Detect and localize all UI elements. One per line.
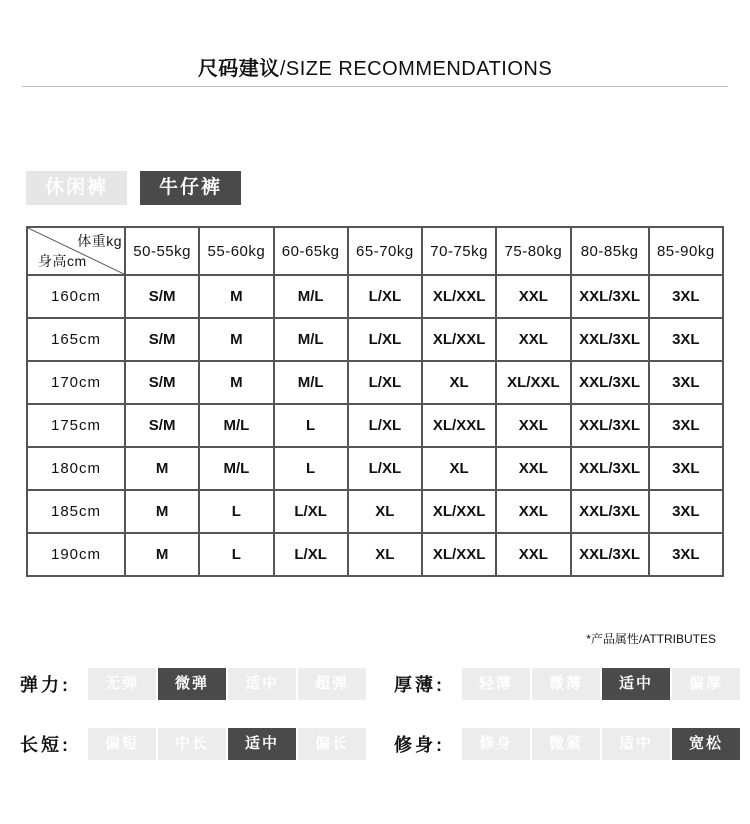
row-height-label: 170cm — [27, 361, 125, 404]
size-cell: XXL — [496, 318, 570, 361]
attribute-label: 弹力: — [20, 675, 71, 695]
size-cell: XXL/3XL — [571, 533, 649, 576]
table-row — [27, 318, 723, 361]
size-cell: XXL — [496, 533, 570, 576]
table-row — [27, 275, 723, 318]
size-cell: S/M — [125, 275, 199, 318]
size-cell: XXL/3XL — [571, 318, 649, 361]
column-header: 85-90kg — [649, 227, 723, 275]
attribute-label: 长短: — [20, 735, 71, 755]
attribute-label: 修身: — [394, 735, 445, 755]
attribute-thickness — [394, 668, 742, 700]
column-header: 65-70kg — [348, 227, 422, 275]
table-row — [27, 490, 723, 533]
size-cell: XL/XXL — [422, 490, 496, 533]
size-cell: L/XL — [348, 361, 422, 404]
attribute-option: 适中 — [602, 728, 670, 760]
attribute-option: 修身 — [462, 728, 530, 760]
attribute-option: 超弹 — [298, 668, 366, 700]
size-cell: 3XL — [649, 404, 723, 447]
size-cell: 3XL — [649, 533, 723, 576]
size-cell: L/XL — [348, 447, 422, 490]
size-cell: M — [125, 490, 199, 533]
table-header-row — [27, 227, 723, 275]
attribute-length — [20, 728, 368, 760]
attribute-option: 适中 — [228, 668, 296, 700]
row-height-label: 165cm — [27, 318, 125, 361]
page-title — [0, 52, 750, 81]
corner-height-label: 身高cm — [38, 253, 87, 269]
size-cell: L — [274, 447, 348, 490]
size-cell: M — [199, 318, 273, 361]
table-body — [27, 275, 723, 576]
size-cell: XL/XXL — [422, 533, 496, 576]
tab-casual-pants[interactable]: 休闲裤 — [26, 171, 127, 205]
size-cell: M/L — [274, 361, 348, 404]
size-cell: XXL — [496, 447, 570, 490]
attribute-option: 微薄 — [532, 668, 600, 700]
size-cell: XL/XXL — [496, 361, 570, 404]
attribute-option: 微弹 — [158, 668, 226, 700]
size-cell: S/M — [125, 361, 199, 404]
size-cell: S/M — [125, 318, 199, 361]
table-row — [27, 447, 723, 490]
size-cell: XL/XXL — [422, 318, 496, 361]
size-cell: 3XL — [649, 318, 723, 361]
size-cell: S/M — [125, 404, 199, 447]
tab-jeans[interactable]: 牛仔裤 — [140, 171, 241, 205]
size-cell: L — [274, 404, 348, 447]
attribute-options — [88, 668, 368, 700]
title-cn: 尺码建议 — [197, 58, 280, 80]
size-cell: M — [125, 447, 199, 490]
size-cell: 3XL — [649, 490, 723, 533]
size-cell: M/L — [274, 318, 348, 361]
size-cell: L/XL — [348, 275, 422, 318]
table-row — [27, 404, 723, 447]
size-cell: XXL — [496, 404, 570, 447]
title-divider — [22, 86, 728, 87]
attribute-option: 偏短 — [88, 728, 156, 760]
row-height-label: 180cm — [27, 447, 125, 490]
size-cell: XL — [348, 533, 422, 576]
attributes-heading: *产品属性/ATTRIBUTES — [586, 632, 716, 646]
table-row — [27, 361, 723, 404]
attribute-options — [462, 728, 742, 760]
size-cell: M — [199, 275, 273, 318]
attribute-option: 宽松 — [672, 728, 740, 760]
row-height-label: 185cm — [27, 490, 125, 533]
size-cell: XL/XXL — [422, 275, 496, 318]
size-cell: XL — [422, 447, 496, 490]
title-en: /SIZE RECOMMENDATIONS — [279, 58, 553, 80]
column-header: 80-85kg — [571, 227, 649, 275]
pants-type-tabs — [26, 171, 241, 205]
attribute-option: 偏厚 — [672, 668, 740, 700]
attribute-options — [88, 728, 368, 760]
corner-weight-label: 体重kg — [77, 233, 122, 249]
size-cell: XXL/3XL — [571, 447, 649, 490]
size-cell: L/XL — [348, 404, 422, 447]
size-cell: L/XL — [274, 490, 348, 533]
column-header: 55-60kg — [199, 227, 273, 275]
column-header: 70-75kg — [422, 227, 496, 275]
size-cell: L/XL — [348, 318, 422, 361]
table-row — [27, 533, 723, 576]
size-cell: L — [199, 490, 273, 533]
attribute-option: 适中 — [228, 728, 296, 760]
size-cell: M/L — [199, 404, 273, 447]
attribute-option: 中长 — [158, 728, 226, 760]
row-height-label: 190cm — [27, 533, 125, 576]
attribute-options — [462, 668, 742, 700]
attribute-option: 适中 — [602, 668, 670, 700]
table-corner — [27, 227, 125, 275]
size-cell: XXL/3XL — [571, 361, 649, 404]
column-header: 50-55kg — [125, 227, 199, 275]
size-cell: L/XL — [274, 533, 348, 576]
size-cell: XXL/3XL — [571, 490, 649, 533]
attribute-option: 无弹 — [88, 668, 156, 700]
size-cell: XL — [422, 361, 496, 404]
size-cell: M/L — [274, 275, 348, 318]
size-cell: 3XL — [649, 361, 723, 404]
row-height-label: 175cm — [27, 404, 125, 447]
attribute-label: 厚薄: — [394, 675, 445, 695]
attribute-fit — [394, 728, 742, 760]
attribute-option: 轻薄 — [462, 668, 530, 700]
size-cell: XXL/3XL — [571, 275, 649, 318]
size-cell: XL — [348, 490, 422, 533]
size-cell: XXL/3XL — [571, 404, 649, 447]
size-cell: M/L — [199, 447, 273, 490]
attribute-option: 偏长 — [298, 728, 366, 760]
size-cell: XXL — [496, 275, 570, 318]
size-cell: M — [199, 361, 273, 404]
size-cell: L — [199, 533, 273, 576]
column-header: 60-65kg — [274, 227, 348, 275]
attribute-elasticity — [20, 668, 368, 700]
row-height-label: 160cm — [27, 275, 125, 318]
size-cell: M — [125, 533, 199, 576]
size-cell: 3XL — [649, 447, 723, 490]
size-cell: XL/XXL — [422, 404, 496, 447]
size-cell: 3XL — [649, 275, 723, 318]
column-header: 75-80kg — [496, 227, 570, 275]
size-table — [26, 226, 724, 577]
size-cell: XXL — [496, 490, 570, 533]
attribute-option: 微紧 — [532, 728, 600, 760]
